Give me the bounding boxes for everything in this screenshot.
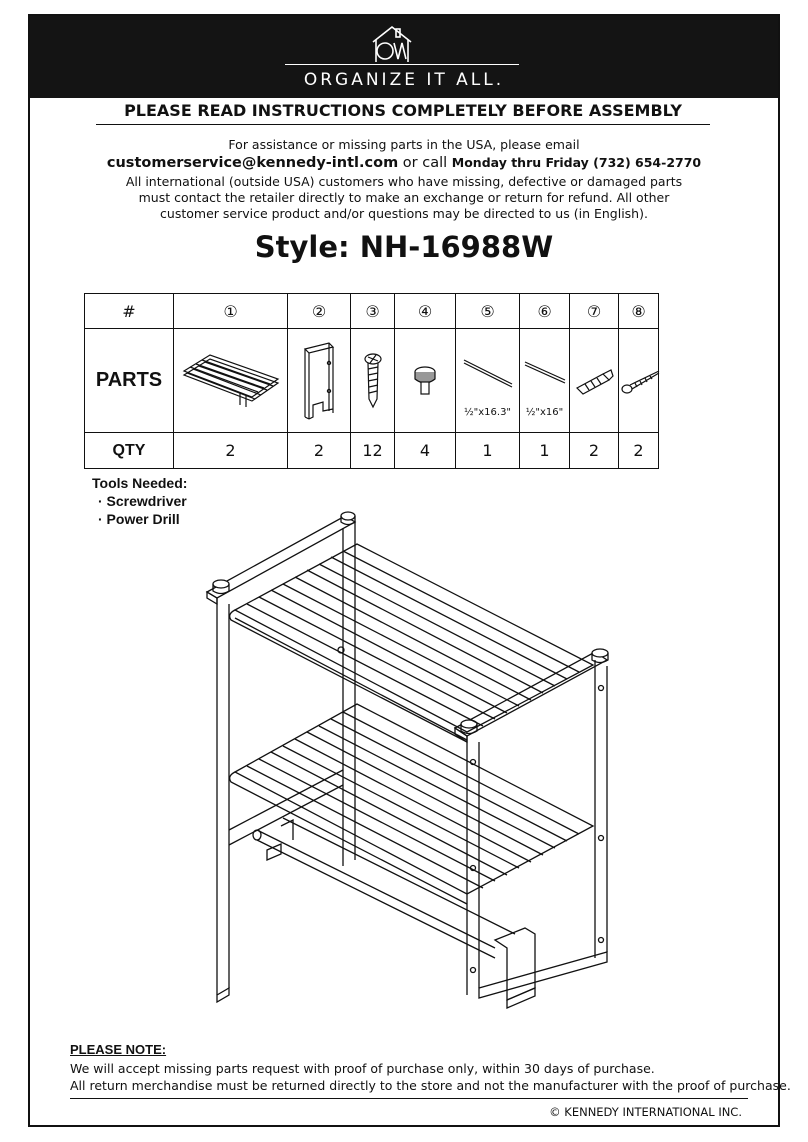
part-cell xyxy=(174,329,288,433)
tool-item: · Screwdriver xyxy=(98,493,187,509)
assistance-contact-line xyxy=(60,154,748,172)
note-line: All return merchandise must be returned directly to the store and not the manufacturer with the proof of purchase. xyxy=(70,1078,791,1093)
tool-item: · Power Drill xyxy=(98,511,180,527)
part-number: ② xyxy=(288,294,351,329)
knob-cap-icon xyxy=(412,361,438,401)
support-email-link[interactable]: customerservice@kennedy-intl.com xyxy=(106,155,399,171)
part-number: ⑤ xyxy=(456,294,520,329)
assistance-line-4: must contact the retailer directly to make an exchange or return for refund. All other xyxy=(138,190,670,205)
part-qty: 4 xyxy=(395,433,456,469)
copyright: © KENNEDY INTERNATIONAL INC. xyxy=(549,1105,742,1119)
part-number: ③ xyxy=(351,294,395,329)
note-line: We will accept missing parts request with proof of purchase only, within 30 days of purchase. xyxy=(70,1061,655,1076)
brand-name: ORGANIZE IT ALL. xyxy=(303,70,505,90)
part-number: ① xyxy=(174,294,288,329)
headline-rule xyxy=(96,124,710,125)
house-logo-icon xyxy=(370,24,414,64)
assistance-line-5: customer service product and/or questions may be directed to us (in English). xyxy=(160,206,648,221)
parts-label: PARTS xyxy=(85,329,174,433)
part-number: ⑧ xyxy=(619,294,659,329)
or-call-text: or call xyxy=(398,155,452,171)
part-number: ⑥ xyxy=(520,294,570,329)
part-cell xyxy=(395,329,456,433)
hours-phone: Monday thru Friday (732) 654-2770 xyxy=(451,155,702,170)
side-frame-icon xyxy=(299,339,339,423)
part-cell xyxy=(456,329,520,433)
part-qty: 2 xyxy=(174,433,288,469)
part-cell xyxy=(570,329,619,433)
instructions-headline: PLEASE READ INSTRUCTIONS COMPLETELY BEFORE ASSEMBLY xyxy=(124,101,682,120)
rod-icon xyxy=(521,354,569,390)
qty-label: QTY xyxy=(85,433,174,469)
part-qty: 2 xyxy=(288,433,351,469)
rod-icon xyxy=(460,352,516,392)
brand-underline xyxy=(285,64,519,65)
tools-needed xyxy=(92,474,187,528)
part-cell xyxy=(351,329,395,433)
wall-screw-icon xyxy=(619,366,663,396)
part-qty: 12 xyxy=(351,433,395,469)
part-qty: 1 xyxy=(456,433,520,469)
part-qty: 1 xyxy=(520,433,570,469)
part-dimension: ½"x16.3" xyxy=(463,407,512,418)
part-qty: 2 xyxy=(570,433,619,469)
assistance-line-1: For assistance or missing parts in the USA, please email xyxy=(228,137,580,152)
wall-anchor-icon xyxy=(573,366,615,396)
note-title: PLEASE NOTE: xyxy=(70,1042,167,1057)
parts-table xyxy=(84,293,659,469)
wire-shelf-icon xyxy=(180,349,282,413)
assembled-shelf-illustration xyxy=(195,500,625,1020)
part-cell xyxy=(520,329,570,433)
footer-rule xyxy=(70,1098,748,1099)
note-text xyxy=(70,1060,791,1094)
part-cell xyxy=(288,329,351,433)
header-label: # xyxy=(85,294,174,329)
assistance-line-3: All international (outside USA) customers who have missing, defective or damaged parts xyxy=(125,174,683,189)
part-number: ④ xyxy=(395,294,456,329)
part-qty: 2 xyxy=(619,433,659,469)
tools-title: Tools Needed: xyxy=(92,475,188,491)
part-dimension: ½"x16" xyxy=(525,407,564,418)
part-cell xyxy=(619,329,659,433)
part-number: ⑦ xyxy=(570,294,619,329)
style-title: Style: NH-16988W xyxy=(254,230,554,264)
screw-icon xyxy=(362,351,384,411)
